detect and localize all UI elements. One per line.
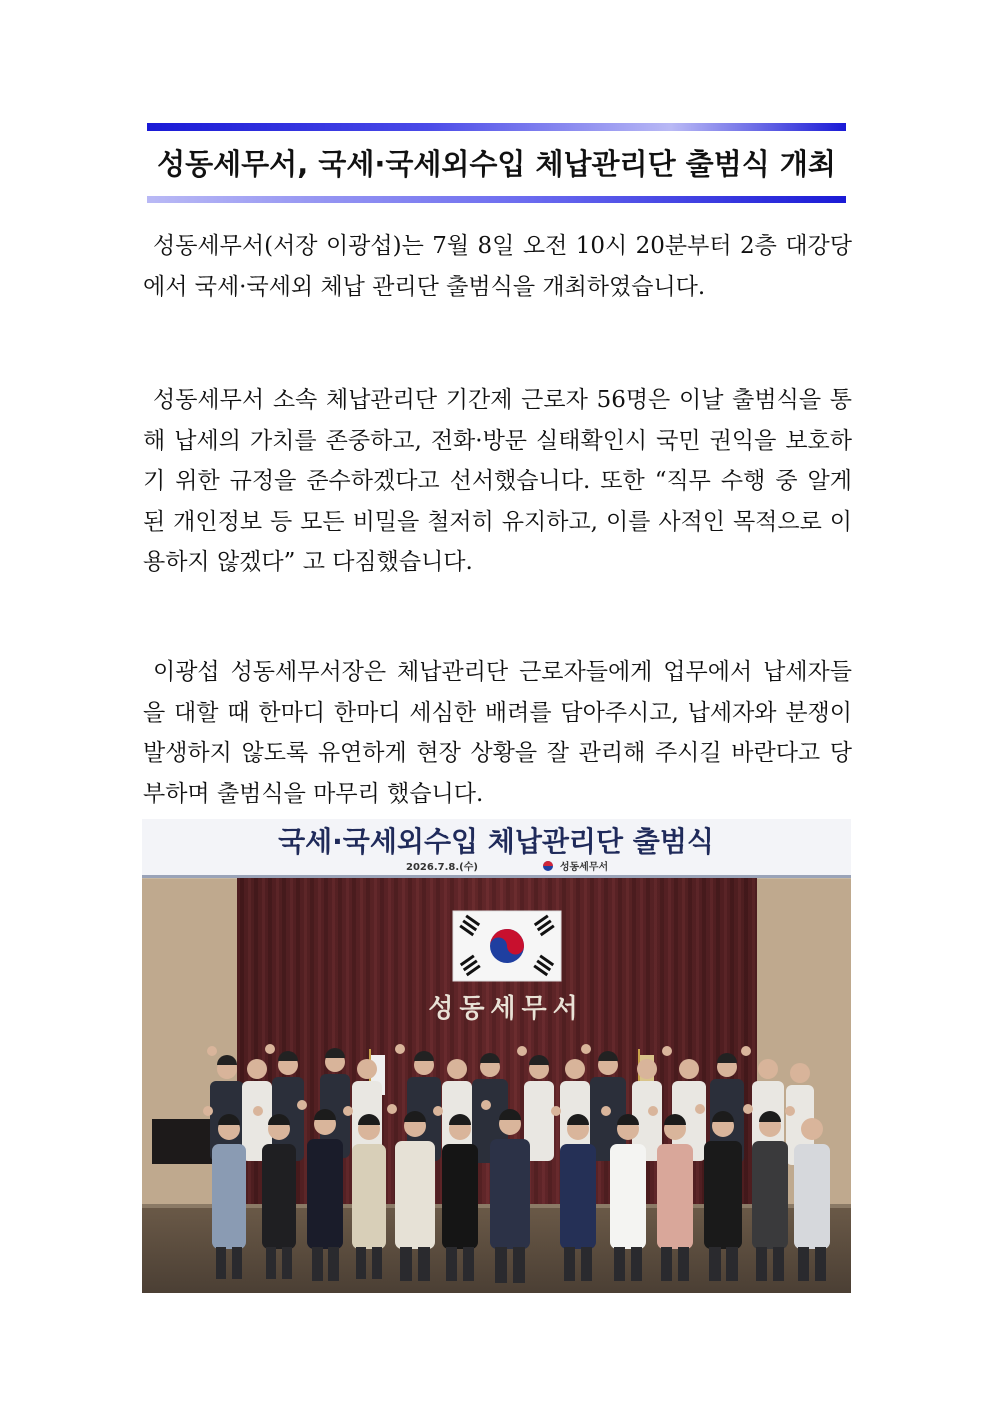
banner-date: 2026.7.8.(수) bbox=[406, 862, 478, 873]
title-top-rule bbox=[147, 123, 846, 131]
ceremony-photo-illustration bbox=[142, 819, 851, 1293]
korean-flag-icon bbox=[453, 911, 561, 981]
banner-org: 성동세무서 bbox=[559, 862, 609, 873]
title-bottom-rule bbox=[147, 196, 846, 203]
banner-title: 국세·국세외수입 체납관리단 출범식 bbox=[278, 825, 714, 858]
paragraph-1: 성동세무서(서장 이광섭)는 7월 8일 오전 10시 20분부터 2층 대강당에서 국세·국세외 체납 관리단 출범식을 개최하였습니다. bbox=[143, 233, 852, 300]
page-title: 성동세무서, 국세·국세외수입 체납관리단 출범식 개최 bbox=[157, 147, 836, 181]
piano bbox=[152, 1119, 214, 1164]
ceremony-photo bbox=[142, 819, 851, 1293]
wall-sign: 성동세무서 bbox=[428, 994, 584, 1024]
paragraph-2: 성동세무서 소속 체납관리단 기간제 근로자 56명은 이날 출범식을 통해 납세의 가치를 존중하고, 전화·방문 실태확인시 국민 권익을 보호하기 위한 규정을 준수하겠다고 선서했습니다. 또한 “직무 수행 중 알게 된 개인정보 등 모든 비밀을 철저히 유지하고, 이를 사적인 목적으로 이용하지 않겠다” 고 다짐했습니다. bbox=[143, 387, 852, 575]
paragraph-3: 이광섭 성동세무서장은 체납관리단 근로자들에게 업무에서 납세자들을 대할 때 한마디 한마디 세심한 배려를 담아주시고, 납세자와 분쟁이 발생하지 않도록 유연하게 현장 상황을 잘 관리해 주시길 바란다고 당부하며 출범식을 마무리 했습니다. bbox=[143, 659, 852, 807]
